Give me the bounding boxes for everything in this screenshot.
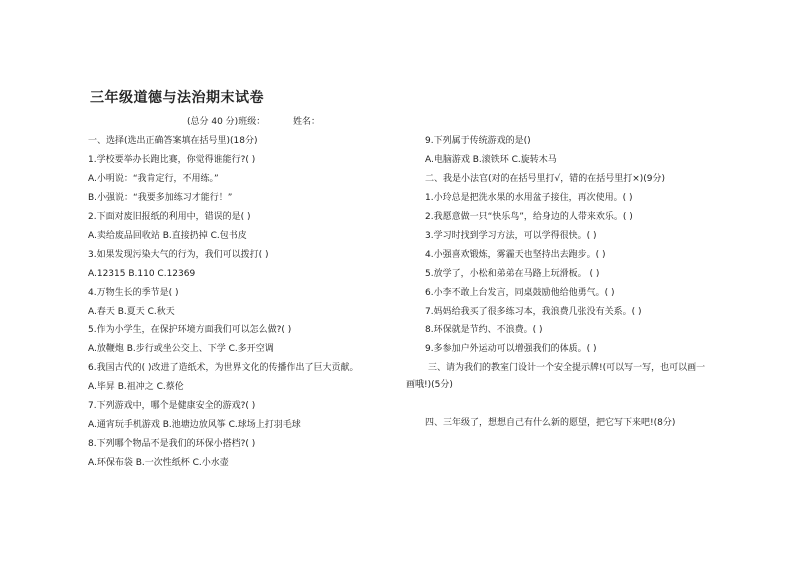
judgement-1: 1.小玲总是把洗水果的水用盆子接住，再次使用。( ) (425, 193, 633, 203)
question-8-options: A.环保布袋 B.一次性纸杯 C.小水壶 (88, 458, 229, 468)
question-5: 5.作为小学生，在保护环境方面我们可以怎么做?( ) (88, 325, 292, 335)
question-3: 3.如果发现污染大气的行为，我们可以拨打( ) (88, 250, 269, 260)
question-3-options: A.12315 B.110 C.12369 (88, 269, 196, 279)
question-9-options: A.电脑游戏 B.滚铁环 C.旋转木马 (425, 155, 557, 165)
judgement-4: 4.小强喜欢锻炼，雾霾天也坚持出去跑步。( ) (425, 250, 606, 260)
question-8: 8.下列哪个物品不是我们的环保小搭档?( ) (88, 439, 256, 449)
question-1: 1.学校要举办长跑比赛，你觉得谁能行?( ) (88, 155, 256, 165)
page-title: 三年级道德与法治期末试卷 (90, 90, 264, 106)
judgement-5: 5.放学了，小松和弟弟在马路上玩滑板。 ( ) (425, 269, 600, 279)
section4-heading: 四、三年级了，想想自己有什么新的愿望，把它写下来吧!(8分) (425, 418, 676, 428)
judgement-2: 2.我愿意做一只“快乐鸟”，给身边的人带来欢乐。( ) (425, 212, 633, 222)
section1-heading: 一、选择(选出正确答案填在括号里)(18分) (88, 136, 258, 146)
judgement-8: 8.环保就是节约、不浪费。( ) (425, 325, 543, 335)
exam-info-class: (总分 40 分)班级： (187, 117, 266, 127)
section2-heading: 二、我是小法官(对的在括号里打√，错的在括号里打×)(9分) (425, 174, 666, 184)
question-6: 6.我国古代的( )改进了造纸术，为世界文化的传播作出了巨大贡献。 (88, 363, 359, 373)
question-1-option-b: B.小强说：“我要多加练习才能行！” (88, 193, 233, 203)
question-1-option-a: A.小明说：“我肯定行，不用练。” (88, 174, 219, 184)
section3-heading-cont: 画哦!)(5分) (406, 380, 453, 390)
question-4: 4.万物生长的季节是( ) (88, 288, 179, 298)
question-2: 2.下面对废旧报纸的利用中，错误的是( ) (88, 212, 251, 222)
judgement-9: 9.多参加户外运动可以增强我们的体质。( ) (425, 344, 597, 354)
question-7: 7.下列游戏中，哪个是健康安全的游戏?( ) (88, 401, 256, 411)
judgement-7: 7.妈妈给我买了很多练习本，我浪费几张没有关系。( ) (425, 307, 642, 317)
section3-heading: 三、请为我们的教室门设计一个安全提示牌!(可以写一写，也可以画一 (428, 363, 706, 373)
question-7-options: A.通宵玩手机游戏 B.池塘边放风筝 C.球场上打羽毛球 (88, 420, 301, 430)
question-4-options: A.春天 B.夏天 C.秋天 (88, 307, 175, 317)
exam-info-name: 姓名： (293, 117, 321, 127)
question-6-options: A.毕昇 B.祖冲之 C.蔡伦 (88, 382, 184, 392)
judgement-3: 3.学习时找到学习方法，可以学得很快。( ) (425, 231, 597, 241)
question-5-options: A.放鞭炮 B.步行或坐公交上、下学 C.多开空调 (88, 344, 274, 354)
question-2-options: A.卖给废品回收站 B.直接扔掉 C.包书皮 (88, 231, 247, 241)
judgement-6: 6.小李不敢上台发言，同桌鼓励他给他勇气。( ) (425, 288, 615, 298)
question-9: 9.下列属于传统游戏的是() (425, 136, 531, 146)
